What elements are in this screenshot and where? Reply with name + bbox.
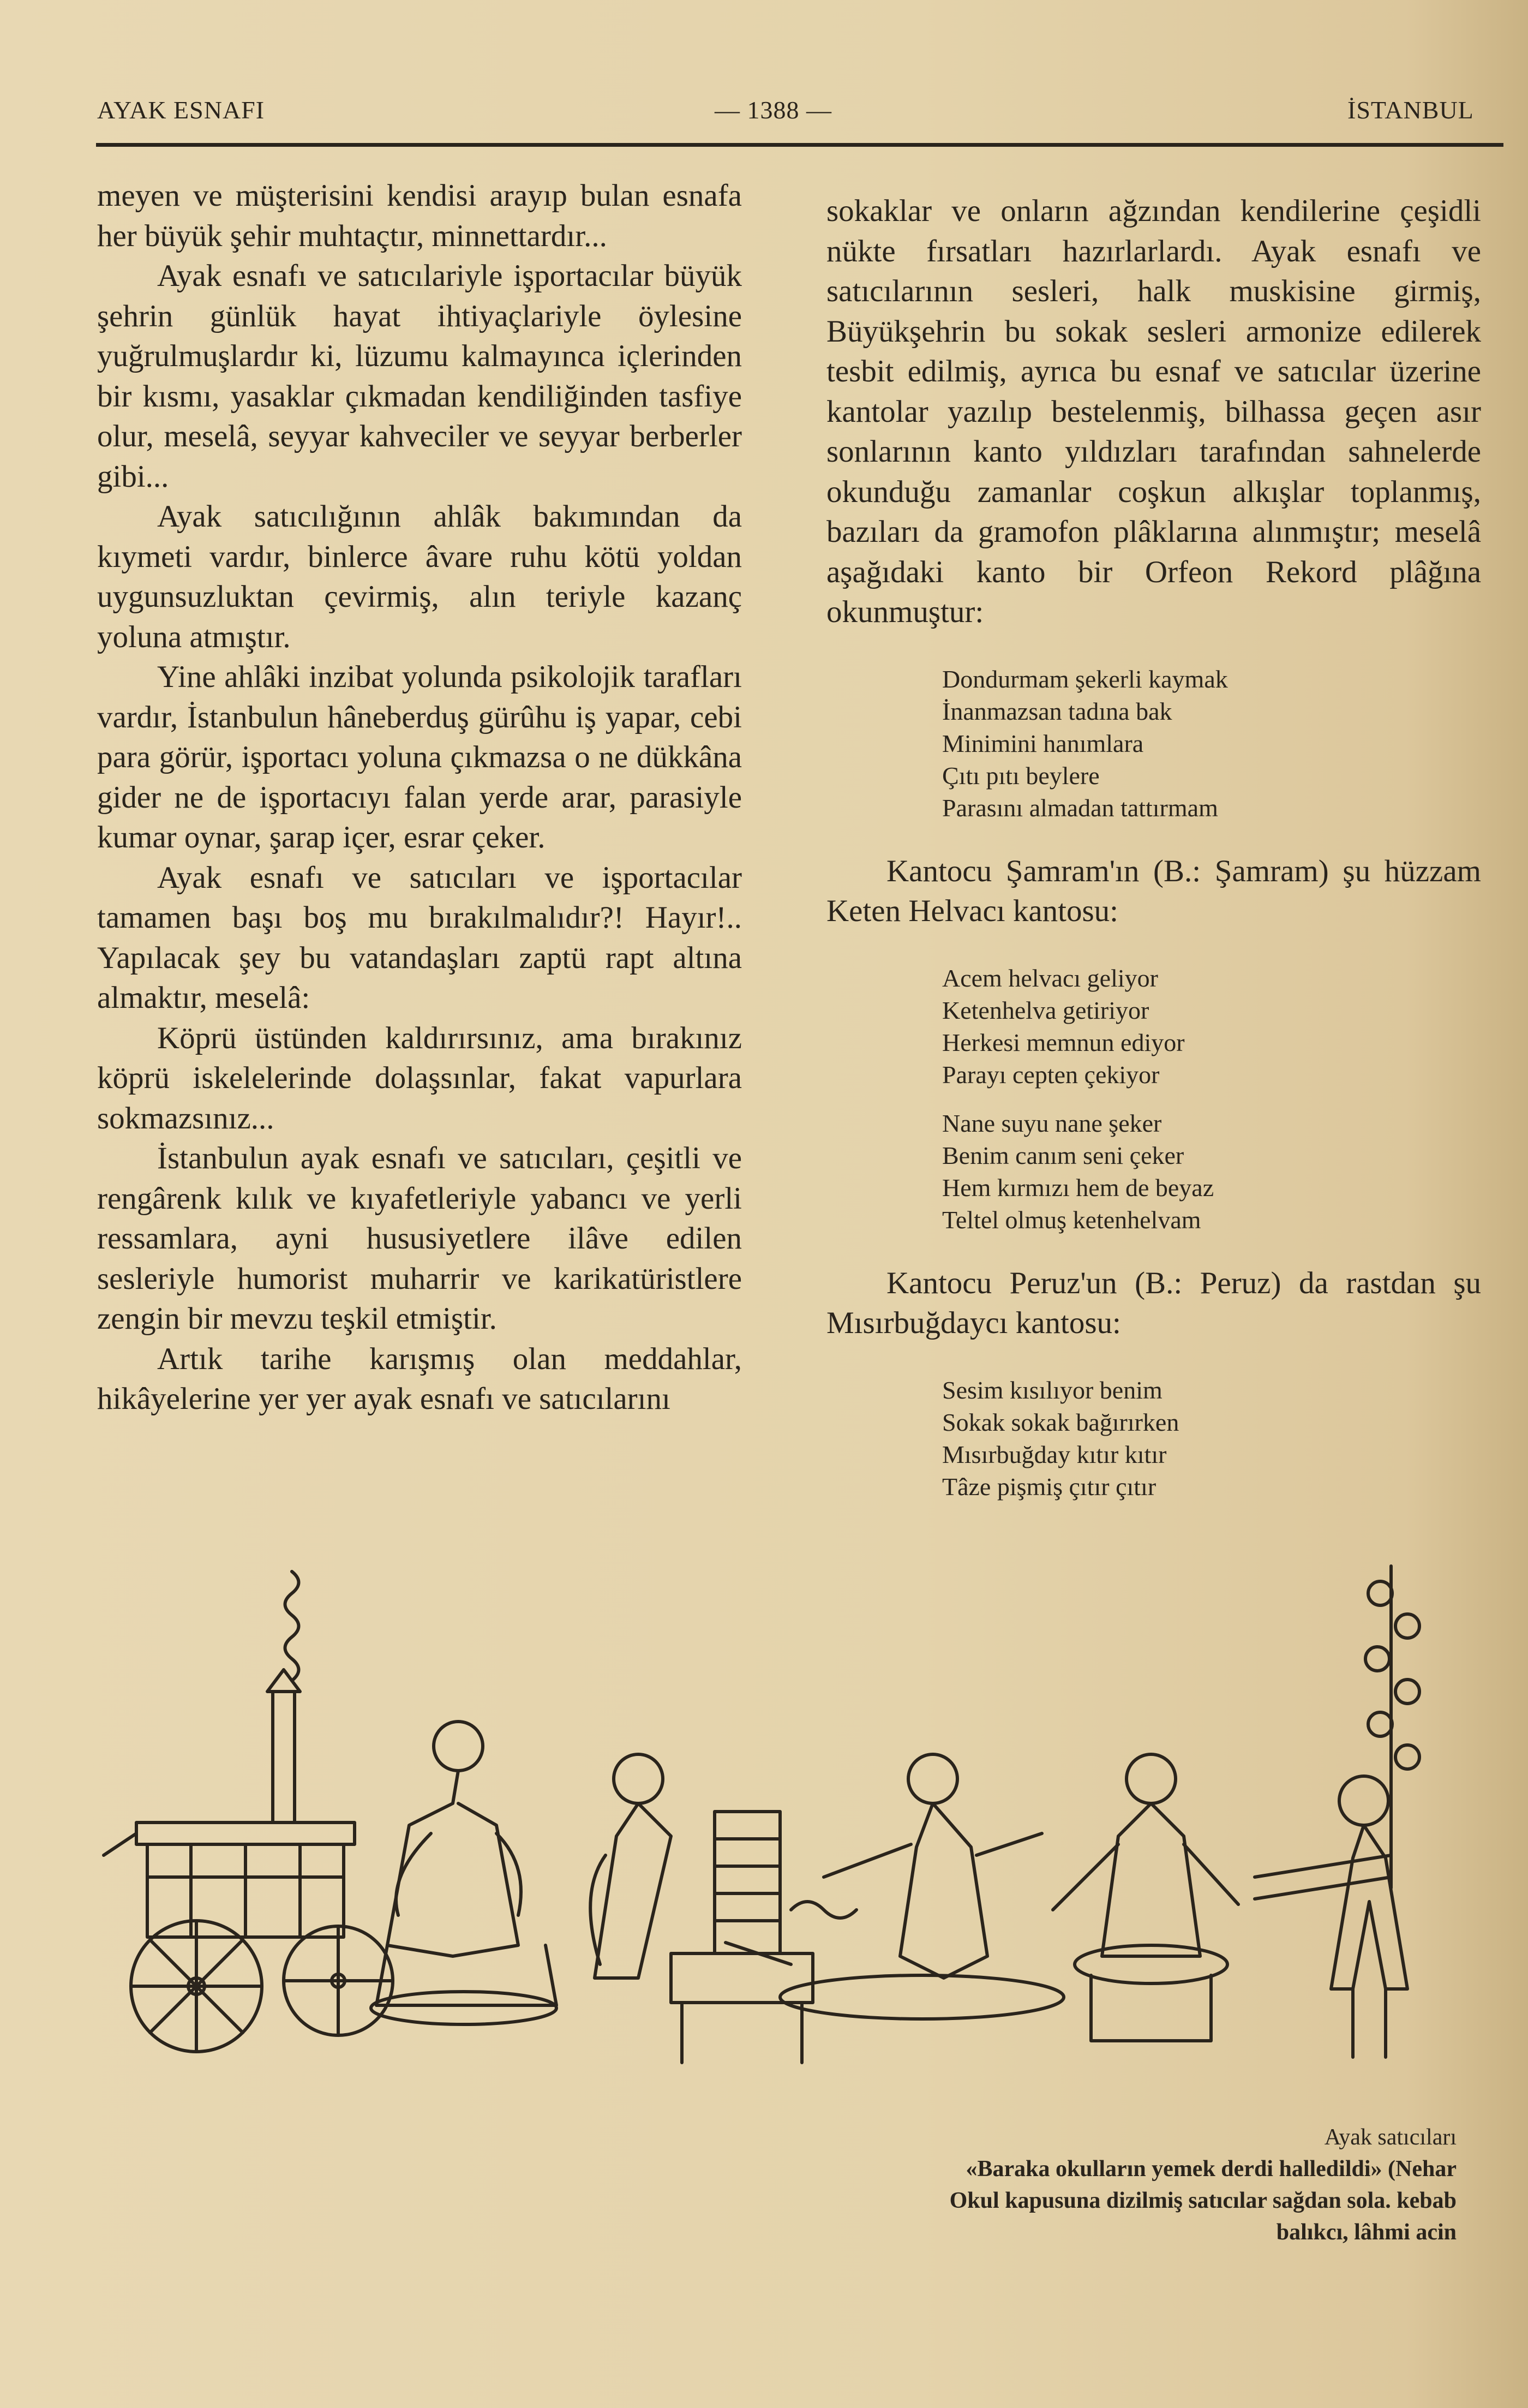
paragraph: İstanbulun ayak esnafı ve satıcıları, çeşitli ve rengârenk kılık ve kıyafetleriyle yabancı ve yerli ressamlara, ayni hususiyetlere ilâve edilen sesleriyle humorist muharrir ve karikatüristlere zengin bir mevzu teşkil etmiştir. (97, 1141, 742, 1336)
lyric-line: Çıtı pıtı beylere (942, 761, 1100, 790)
lyric-line: Mısırbuğday kıtır kıtır (942, 1440, 1167, 1468)
lyric-line: Parayı cepten çekiyor (942, 1060, 1160, 1089)
page-number: — 1388 — (715, 96, 832, 124)
illustration-caption (775, 2122, 1457, 2248)
paragraph: Köprü üstünden kaldırırsınız, ama bırakınız köprü iskelelerinde dolaşsınlar, fakat vapurlara sokmazsınız... (97, 1020, 742, 1136)
vendor-figure (1053, 1754, 1238, 2041)
vendor-figure (590, 1754, 813, 2063)
paragraph: Kantocu Peruz'un (B.: Peruz) da rastdan şu Mısırbuğdaycı kantosu: (826, 1265, 1481, 1340)
stanza (942, 1107, 1481, 1236)
vendor-figure (726, 1754, 1064, 2019)
lyric-line: Parasını almadan tattırmam (942, 793, 1218, 822)
lyric-line: Tâze pişmiş çıtır çıtır (942, 1472, 1157, 1501)
paragraph: Ayak esnafı ve satıcıları ve işportacılar tamamen başı boş mu bırakılmalıdır?! Hayır!.. Yapılacak şey bu vatandaşları zaptü rapt altına almaktır, meselâ: (97, 860, 742, 1015)
running-header-left: AYAK ESNAFI (97, 96, 265, 124)
caption-line: «Baraka okulların yemek derdi halledildi» (Nehar (966, 2156, 1457, 2182)
kebab-cart-drawing (104, 1670, 393, 2052)
song-lyrics-helvaci (942, 962, 1481, 1236)
stanza (942, 663, 1481, 824)
paragraph: meyen ve müşterisini kendisi arayıp bulan esnafa her büyük şehir muhtaçtır, minnettardır... (97, 178, 742, 253)
paragraph: sokaklar ve onların ağzından kendilerine çeşidli nükte fırsatları hazırlarlardı. Ayak esnafı ve satıcılarının sesleri, halk muskisine girmiş, Büyükşehrin bu sokak sesleri armonize edilerek tesbit edilmiş, ayrıca bu esnaf ve satıcılar üzerine kantolar yazılıp bestelenmiş, bilhassa geçen asır sonlarının kanto yıldızları tarafından sahnelerde okunduğu zamanlar coşkun alkışlar toplanmış, bazıları da gramofon plâklarına alınmıştır; meselâ aşağıdaki kanto bir Orfeon Rekord plâğına okunmuştur: (826, 194, 1481, 629)
lyric-line: Sesim kısılıyor benim (942, 1376, 1163, 1404)
lyric-line: Dondurmam şekerli kaymak (942, 665, 1228, 693)
caption-line: balıkcı, lâhmi acin (1276, 2220, 1457, 2245)
lyric-line: İnanmazsan tadına bak (942, 697, 1172, 725)
header-rule (96, 143, 1503, 147)
song-lyrics-dondurma (942, 663, 1481, 824)
stanza (942, 1374, 1481, 1503)
stanza (942, 962, 1481, 1091)
smoke-squiggle (285, 1572, 299, 1681)
lyric-line: Minimini hanımlara (942, 729, 1144, 757)
lyric-line: Acem helvacı geliyor (942, 964, 1158, 992)
paragraph: Artık tarihe karışmış olan meddahlar, hikâyelerine yer yer ayak esnafı ve satıcılarını (97, 1341, 742, 1416)
running-header-right: İSTANBUL (1347, 96, 1474, 124)
paragraph: Yine ahlâki inzibat yolunda psikolojik tarafları vardır, İstanbulun hâneberduş gürûhu iş yapar, cebi para görür, işportacı yoluna çıkmazsa o ne dükkâna gider ne de işportacıyı falan yerde arar, parasiyle kumar oynar, şarap içer, esrar çeker. (97, 660, 742, 855)
lyric-line: Nane suyu nane şeker (942, 1109, 1162, 1137)
paragraph: Ayak satıcılığının ahlâk bakımından da kıymeti vardır, binlerce âvare ruhu kötü yoldan uygunsuzluktan çevirmiş, alın teriyle kazanç yoluna atmıştır. (97, 499, 742, 654)
vendor-figure (371, 1722, 556, 2024)
vendor-figure (1255, 1566, 1419, 2057)
lyric-line: Herkesi memnun ediyor (942, 1028, 1185, 1056)
lyric-line: Teltel olmuş ketenhelvam (942, 1205, 1201, 1234)
left-column (97, 176, 742, 1419)
caption-line: Okul kapusuna dizilmiş satıcılar sağdan sola. kebab (949, 2188, 1457, 2213)
lyric-line: Hem kırmızı hem de beyaz (942, 1173, 1214, 1202)
lyric-line: Ketenhelva getiriyor (942, 996, 1149, 1024)
caption-title: Ayak satıcıları (1324, 2125, 1457, 2150)
right-column (826, 191, 1481, 1530)
lyric-line: Benim canım seni çeker (942, 1141, 1184, 1169)
lyric-line: Sokak sokak bağırırken (942, 1408, 1179, 1436)
paragraph: Kantocu Şamram'ın (B.: Şamram) şu hüzzam Keten Helvacı kantosu: (826, 853, 1481, 928)
street-vendors-illustration (82, 1550, 1500, 2095)
song-lyrics-misirbugday (942, 1374, 1481, 1503)
paragraph: Ayak esnafı ve satıcılariyle işportacılar büyük şehrin günlük hayat ihtiyaçlariyle öylesine yuğrulmuşlardır ki, lüzumu kalmayınca içlerinden bir kısmı, yasaklar çıkmadan kendiliğinden tasfiye olur, meselâ, seyyar kahveciler ve seyyar berberler gibi... (97, 259, 742, 494)
